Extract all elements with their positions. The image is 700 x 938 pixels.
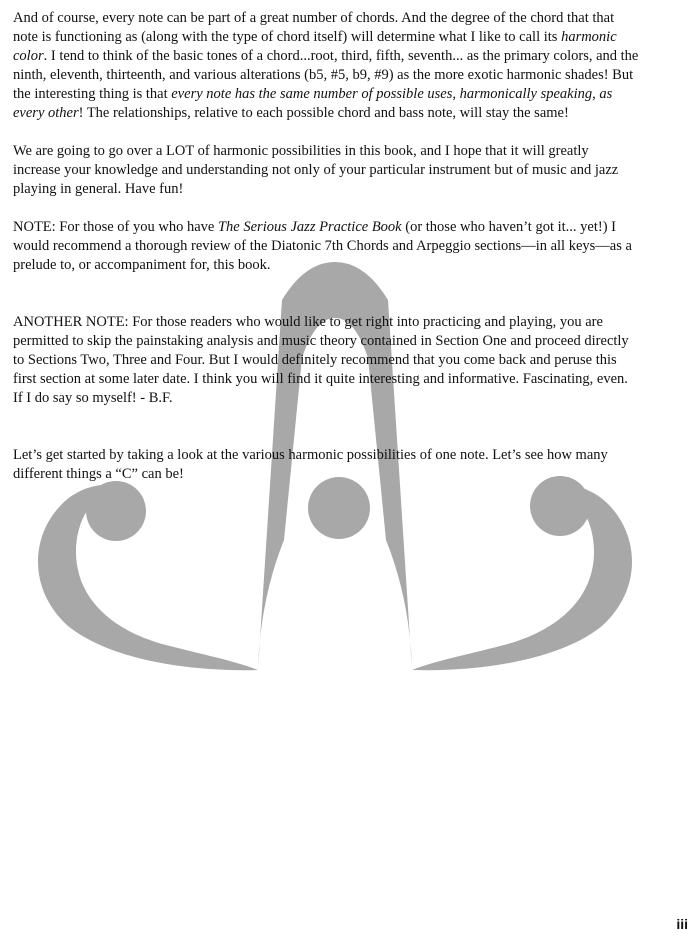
text-run: ! The relationships, relative to each possible chord and bass note, will stay the same!: [78, 105, 569, 121]
text-run: We are going to go over a LOT of harmonic possibilities in this book, and I hope that it will greatly increase your knowledge and understanding not only of your particular instrument but of music and jazz playing in general. Have fun!: [13, 143, 619, 197]
paragraph-another-note: [13, 313, 639, 408]
paragraph-note: [13, 218, 639, 275]
paragraph-harmonic-color: [13, 9, 639, 123]
italic-text: every note has the same number of possible uses, harmonically speaking, as every other: [13, 86, 613, 121]
page-number: iii: [676, 916, 688, 932]
text-run: And of course, every note can be part of a great number of chords. And the degree of the chord that that note is functioning as (along with the type of chord itself) will determine what I like to call its: [13, 10, 615, 45]
text-run: Let’s get started by taking a look at the various harmonic possibilities of one note. Let’s see how many different things a “C” can be!: [13, 447, 608, 482]
paragraph-get-started: [13, 446, 639, 484]
italic-text: The Serious Jazz Practice Book: [217, 219, 402, 235]
text-run: NOTE: For those of you who have: [13, 219, 218, 235]
paragraph-intro: [13, 142, 639, 199]
italic-text: harmonic color: [13, 29, 617, 64]
text-run: . I tend to think of the basic tones of a chord...root, third, fifth, seventh... as the primary colors, and the ninth, eleventh, thirteenth, and various alterations (b5, #5, b9, #9) as the more exotic harmonic shades! But the interesting thing is that: [13, 48, 639, 102]
text-run: (or those who haven’t got it... yet!) I would recommend a thorough review of the Diatonic 7th Chords and Arpeggio sections—in all keys—as a prelude to, or accompaniment for, this book.: [13, 219, 632, 273]
text-run: ANOTHER NOTE: For those readers who would like to get right into practicing and playing, you are permitted to skip the painstaking analysis and music theory contained in Section One and proceed directly to Sections Two, Three and Four. But I would definitely recommend that you come back and peruse this first section at some later date. I think you will find it quite interesting and informative. Fascinating, even. If I do say so myself! - B.F.: [13, 314, 629, 406]
body-text: [13, 9, 639, 503]
